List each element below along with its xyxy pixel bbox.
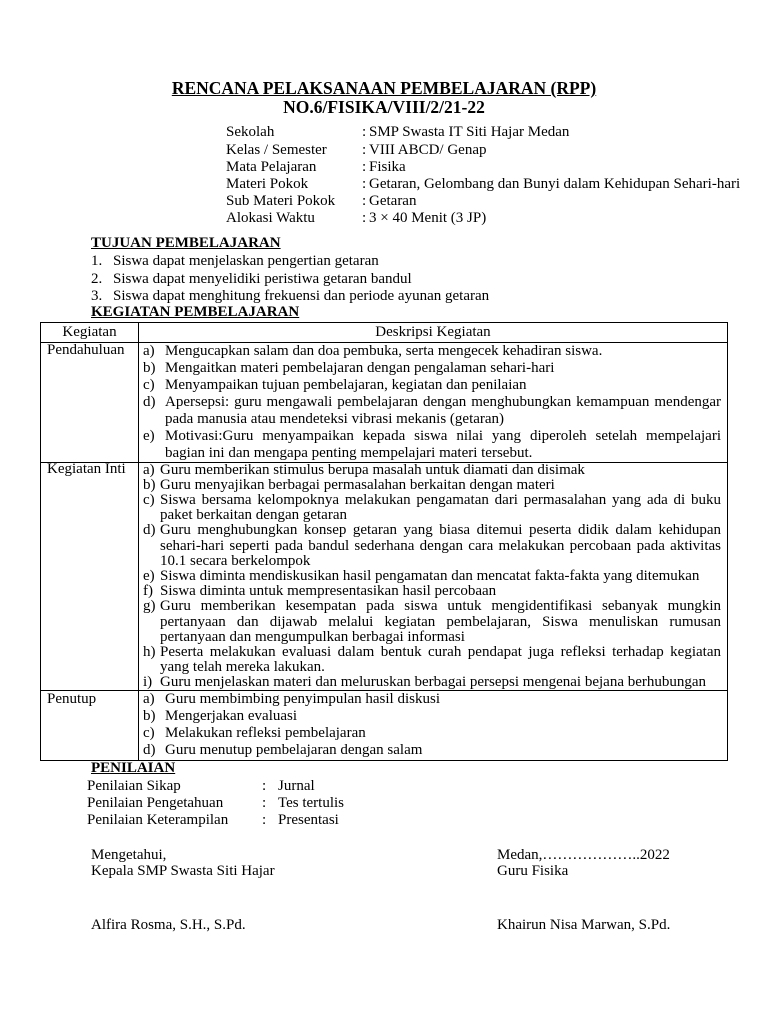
list-item xyxy=(91,288,711,306)
identity-label: Materi Pokok xyxy=(226,175,309,192)
identity-row xyxy=(226,210,766,227)
item-line: sehari-hari seperti pada bandul sederhana dengan cara melakukan percobaan pada aktivitas xyxy=(160,537,721,554)
item-marker: f) xyxy=(143,583,153,600)
identity-row xyxy=(226,176,766,193)
item-line: Mengerjakan evaluasi xyxy=(165,707,298,724)
item-line: Mengucapkan salam dan doa pembuka, serta mengecek kehadiran siswa. xyxy=(165,342,603,359)
identity-row xyxy=(226,193,766,210)
identity-label: Alokasi Waktu xyxy=(226,210,315,227)
signature-role: Guru Fisika xyxy=(497,863,569,879)
item-line: bagian ini dan mengapa penting mempelajari materi tersebut. xyxy=(165,444,533,461)
list-item xyxy=(91,253,711,271)
assessment-label: Penilaian Keterampilan xyxy=(87,811,229,828)
identity-label: Sekolah xyxy=(226,124,275,141)
signature-place-date: Medan,………………..2022 xyxy=(497,847,670,863)
identity-block xyxy=(226,124,766,227)
item-line: Guru memberikan kesempatan pada siswa untuk mengidentifikasi sebanyak mungkin xyxy=(160,598,721,615)
table-column-divider xyxy=(138,323,139,760)
item-marker: c) xyxy=(143,724,155,741)
assessment-value: Presentasi xyxy=(278,811,339,828)
stage-label: Pendahuluan xyxy=(47,342,125,358)
list-number: 2. xyxy=(91,270,103,287)
activities-table xyxy=(40,322,728,761)
item-marker: g) xyxy=(143,598,156,615)
assessment-row xyxy=(87,778,487,795)
item-marker: e) xyxy=(143,567,155,584)
identity-label: Kelas / Semester xyxy=(226,141,327,158)
identity-label: Sub Materi Pokok xyxy=(226,193,336,210)
activity-item xyxy=(143,493,721,523)
identity-row xyxy=(226,142,766,159)
activity-item xyxy=(143,377,721,394)
assessment-label: Penilaian Sikap xyxy=(87,777,181,794)
activity-item xyxy=(143,725,721,742)
document-number: NO.6/FISIKA/VIII/2/21-22 xyxy=(283,97,485,117)
assessment-separator: : xyxy=(262,811,267,828)
item-marker: h) xyxy=(143,643,156,660)
item-marker: d) xyxy=(143,741,156,758)
activity-item xyxy=(143,523,721,569)
assessment-value: Tes tertulis xyxy=(278,794,345,811)
item-line: Siswa diminta untuk mempresentasikan hasil percobaan xyxy=(160,583,497,600)
signature-role: Kepala SMP Swasta Siti Hajar xyxy=(91,863,275,879)
item-line: Guru menyajikan berbagai permasalahan berkaitan dengan materi xyxy=(160,476,555,493)
activity-item xyxy=(143,394,721,428)
activity-item xyxy=(143,584,721,599)
identity-separator: : xyxy=(362,193,367,210)
document-title: RENCANA PELAKSANAAN PEMBELAJARAN (RPP) xyxy=(171,78,597,98)
activity-item xyxy=(143,360,721,377)
identity-value: SMP Swasta IT Siti Hajar Medan xyxy=(369,124,570,141)
list-text: Siswa dapat menyelidiki peristiwa getaran bandul xyxy=(113,270,412,287)
activities-heading: KEGIATAN PEMBELAJARAN xyxy=(91,304,300,321)
table-header-description: Deskripsi Kegiatan xyxy=(375,324,491,340)
objectives-heading: TUJUAN PEMBELAJARAN xyxy=(91,235,281,252)
item-line: paket berkaitan dengan getaran xyxy=(160,507,347,524)
item-marker: d) xyxy=(143,522,156,539)
item-line: pada manusia atau mendeteksi vibrasi mekanis (getaran) xyxy=(165,410,505,427)
item-line: Mengaitkan materi pembelajaran dengan pengalaman sehari-hari xyxy=(165,359,555,376)
assessment-label: Penilaian Pengetahuan xyxy=(87,794,224,811)
identity-separator: : xyxy=(362,141,367,158)
assessment-separator: : xyxy=(262,794,267,811)
item-line: 10.1 secara berkelompok xyxy=(160,552,311,569)
identity-value: Fisika xyxy=(369,158,406,175)
item-marker: a) xyxy=(143,342,155,359)
item-marker: a) xyxy=(143,461,155,478)
list-text: Siswa dapat menghitung frekuensi dan periode ayunan getaran xyxy=(113,288,490,305)
identity-value: Getaran, Gelombang dan Bunyi dalam Kehidupan Sehari-hari xyxy=(369,175,741,192)
activity-item xyxy=(143,599,721,645)
stage-items xyxy=(143,691,721,759)
item-line: Melakukan refleksi pembelajaran xyxy=(165,724,366,741)
list-text: Siswa dapat menjelaskan pengertian getaran xyxy=(113,253,379,270)
activity-item xyxy=(143,742,721,759)
assessment-separator: : xyxy=(262,777,267,794)
item-line: Guru menjelaskan materi dan meluruskan berbagai persepsi mengenai bejana berhubungan xyxy=(160,674,707,691)
item-line: Guru menutup pembelajaran dengan salam xyxy=(165,741,423,758)
table-header-stage: Kegiatan xyxy=(62,324,117,340)
item-line: Apersepsi: guru mengawali pembelajaran dengan menghubungkan kemampuan mendengar xyxy=(165,393,721,410)
item-marker: c) xyxy=(143,376,155,393)
item-line: pertanyaan dan dijawab melalui kegiatan pembelajaran, Siswa menuliskan rumusan xyxy=(160,613,721,630)
identity-separator: : xyxy=(362,158,367,175)
activity-item xyxy=(143,675,721,690)
identity-label: Mata Pelajaran xyxy=(226,158,317,175)
stage-items xyxy=(143,463,721,691)
activity-item xyxy=(143,645,721,675)
identity-separator: : xyxy=(362,175,367,192)
item-marker: a) xyxy=(143,690,155,707)
identity-value: VIII ABCD/ Genap xyxy=(369,141,487,158)
assessment-row xyxy=(87,795,487,812)
activity-item xyxy=(143,691,721,708)
activity-item xyxy=(143,569,721,584)
identity-separator: : xyxy=(362,124,367,141)
item-line: yang telah mereka lakukan. xyxy=(160,659,325,676)
item-marker: i) xyxy=(143,674,153,691)
item-line: pertanyaan dan mengumpulkan berbagai informasi xyxy=(160,628,465,645)
assessment-heading: PENILAIAN xyxy=(91,759,176,776)
signature-greeting: Mengetahui, xyxy=(91,847,167,863)
item-marker: e) xyxy=(143,427,155,444)
assessment-row xyxy=(87,812,487,829)
identity-row xyxy=(226,124,766,141)
identity-value: Getaran xyxy=(369,193,417,210)
item-line: Peserta melakukan evaluasi dalam bentuk curah pendapat juga refleksi terhadap kegiatan xyxy=(160,643,721,660)
item-line: Guru membimbing penyimpulan hasil diskusi xyxy=(165,690,440,707)
assessment-value: Jurnal xyxy=(278,777,315,794)
list-number: 1. xyxy=(91,253,103,270)
signature-left-name: Alfira Rosma, S.H., S.Pd. xyxy=(91,917,246,933)
activity-item xyxy=(143,463,721,478)
objectives-list xyxy=(91,253,711,306)
list-item xyxy=(91,271,711,289)
stage-label: Penutup xyxy=(47,690,97,707)
item-marker: b) xyxy=(143,707,156,724)
identity-row xyxy=(226,159,766,176)
item-marker: b) xyxy=(143,359,156,376)
item-line: Guru memberikan stimulus berupa masalah untuk diamati dan disimak xyxy=(160,461,585,478)
item-marker: d) xyxy=(143,393,156,410)
identity-value: 3 × 40 Menit (3 JP) xyxy=(369,210,487,227)
stage-items xyxy=(143,343,721,462)
signature-left-heading xyxy=(91,847,275,879)
item-line: Siswa bersama kelompoknya melakukan pengamatan dari permasalahan yang ada di buku xyxy=(160,491,721,508)
signature-right-name: Khairun Nisa Marwan, S.Pd. xyxy=(497,917,671,933)
activity-item xyxy=(143,478,721,493)
signature-right-heading xyxy=(497,847,670,879)
item-line: Guru menghubungkan konsep getaran yang biasa ditemui peserta didik dalam kehidupan xyxy=(160,522,721,539)
identity-separator: : xyxy=(362,210,367,227)
item-line: Menyampaikan tujuan pembelajaran, kegiatan dan penilaian xyxy=(165,376,527,393)
activity-item xyxy=(143,708,721,725)
assessment-list xyxy=(87,778,487,829)
item-marker: c) xyxy=(143,491,155,508)
activity-item xyxy=(143,428,721,462)
stage-label: Kegiatan Inti xyxy=(47,461,126,478)
item-line: Motivasi:Guru menyampaikan kepada siswa nilai yang diperoleh setelah mempelajari xyxy=(165,427,721,444)
item-marker: b) xyxy=(143,476,156,493)
activity-item xyxy=(143,343,721,360)
item-line: Siswa diminta mendiskusikan hasil pengamatan dan mencatat fakta-fakta yang ditemukan xyxy=(160,567,700,584)
list-number: 3. xyxy=(91,288,103,305)
